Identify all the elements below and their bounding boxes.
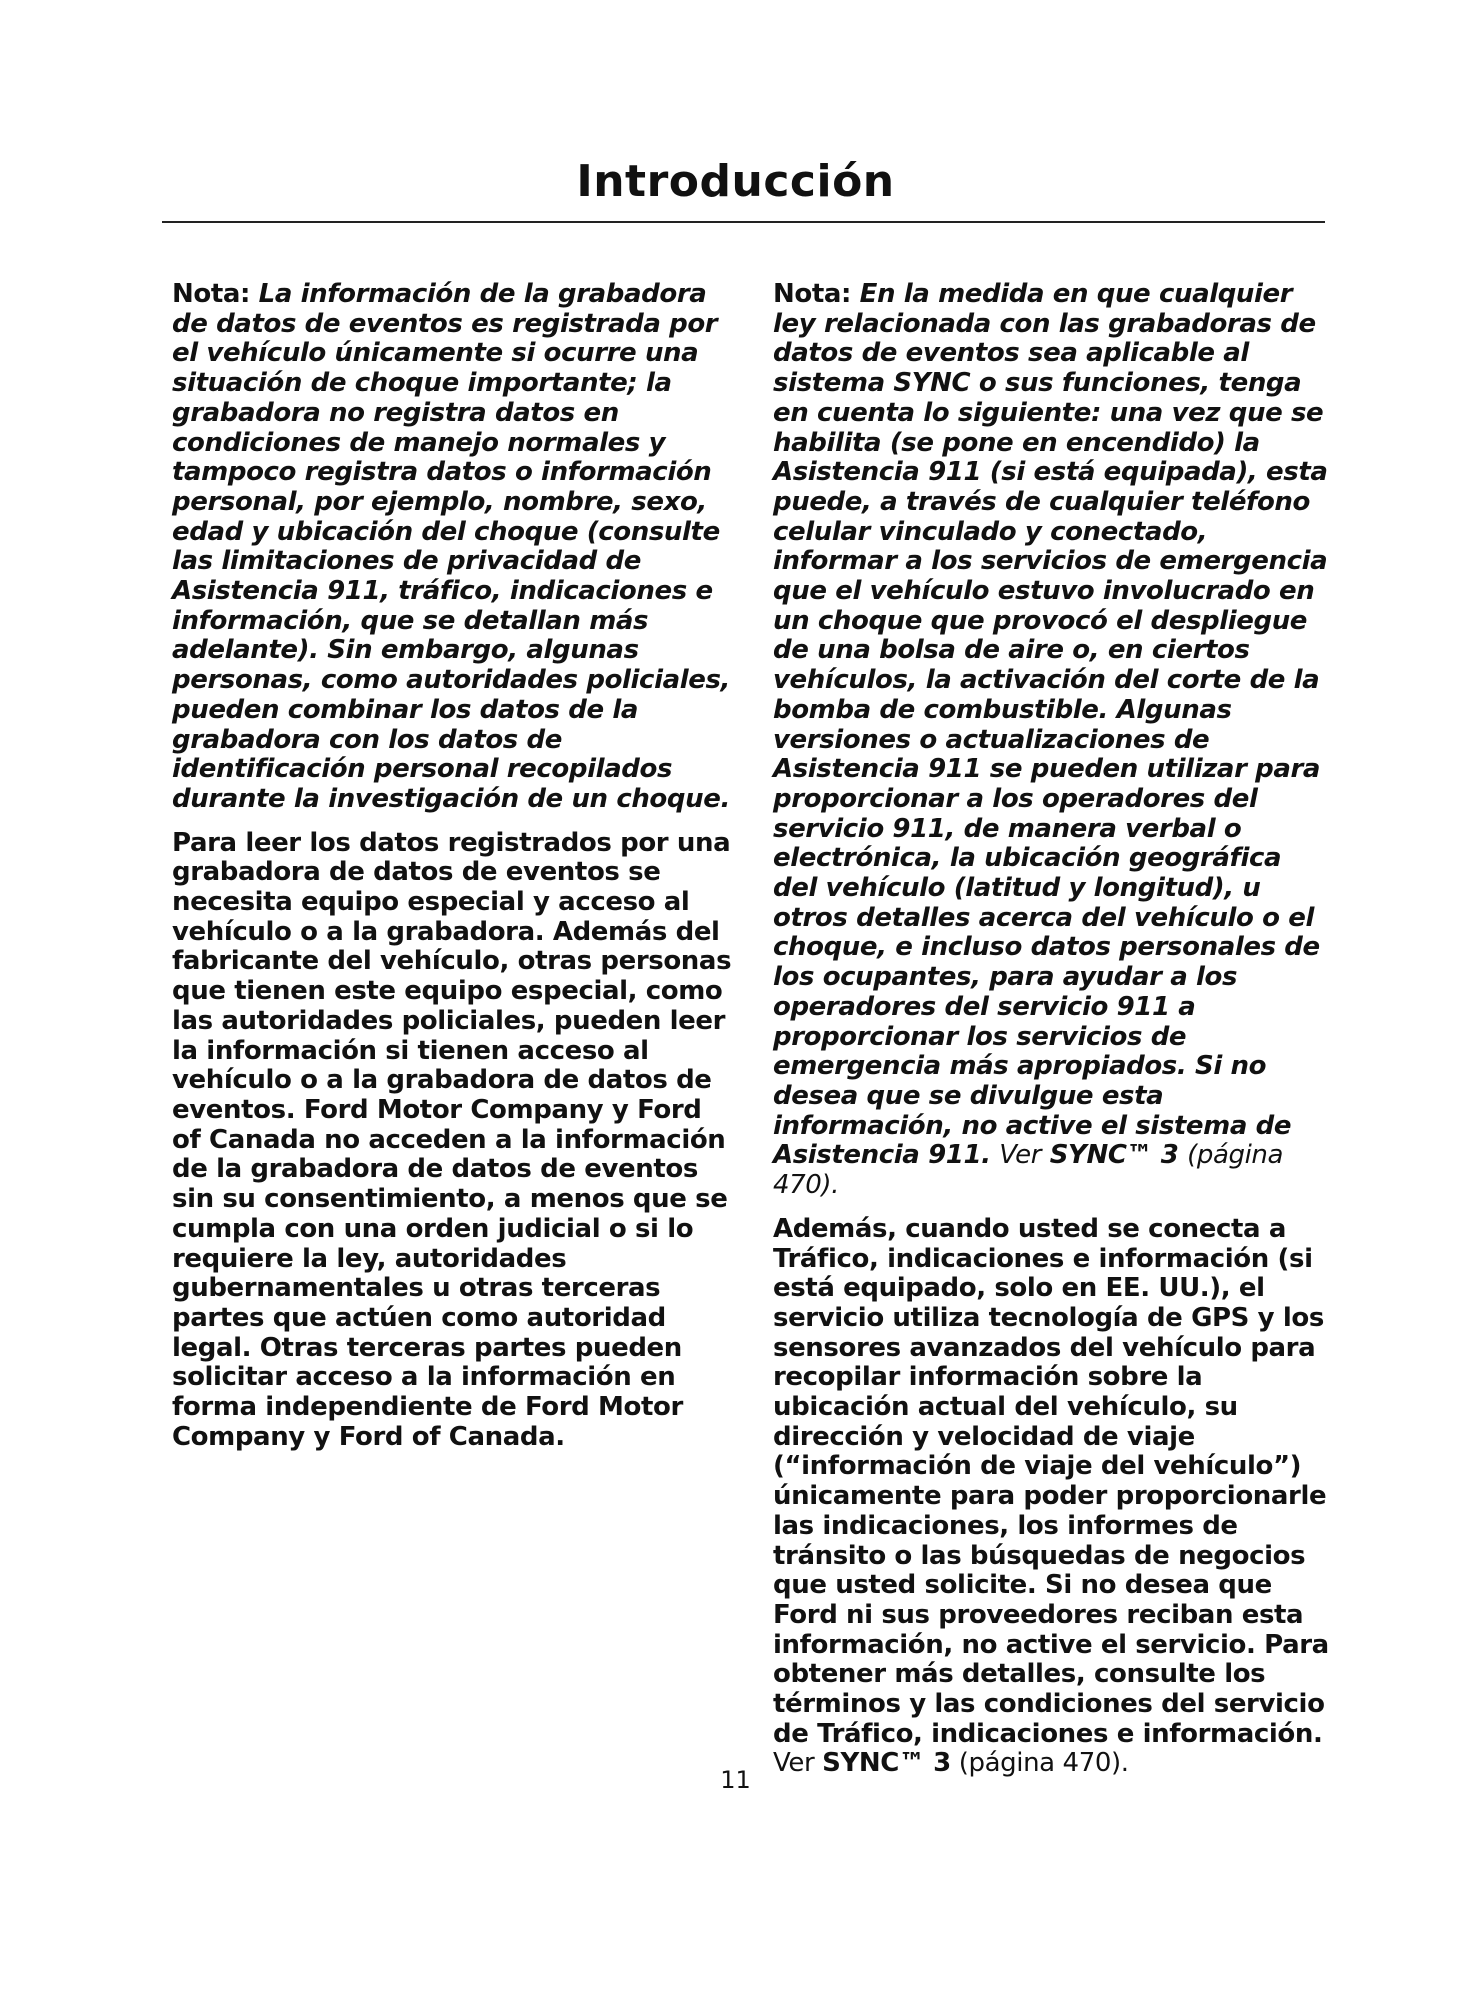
left-column (172, 280, 732, 1466)
page-title: Introducción (576, 156, 895, 207)
right-traffic-text: Además, cuando usted se conecta a Tráfico, indicaciones e información (si está equipado, solo en EE. UU.), el servicio utiliza tecnología de GPS y los sensores avanzados del vehículo para recopilar información sobre la ubicación actual del vehículo, su dirección y velocidad de viaje (“información de viaje del vehículo”) únicamente para poder proporcionarle las indicaciones, los informes de tránsito o las búsquedas de negocios que usted solicite. Si no desea que Ford ni sus proveedores reciban esta información, no active el servicio. Para obtener más detalles, consulte los términos y las condiciones del servicio de Tráfico, indicaciones e información. (773, 1213, 1329, 1749)
right-traffic-paragraph (773, 1215, 1333, 1779)
left-note-label: Nota: (172, 279, 250, 309)
right-traffic-ref-prefix: Ver (773, 1748, 815, 1779)
right-note-paragraph (773, 280, 1333, 1201)
left-edr-access-paragraph: Para leer los datos registrados por una grabadora de datos de eventos se necesita equipo especial y acceso al vehículo o a la grabadora. Además del fabricante del vehículo, otras personas que tienen este equipo especial, como las autoridades policiales, pueden leer la información si tienen acceso al vehículo o a la grabadora de datos de eventos. Ford Motor Company y Ford of Canada no acceden a la información de la grabadora de datos de eventos sin su consentimiento, a menos que se cumpla con una orden judicial o si lo requiere la ley, autoridades gubernamentales u otras terceras partes que actúen como autoridad legal. Otras terceras partes pueden solicitar acceso a la información en forma independiente de Ford Motor Company y Ford of Canada. (172, 827, 732, 1452)
right-note-label: Nota: (773, 279, 851, 309)
right-traffic-ref-link[interactable]: SYNC™ 3 (822, 1748, 951, 1779)
right-note-ref-page: (página 470). (773, 1140, 1284, 1201)
right-column (773, 280, 1333, 1793)
title-divider (162, 221, 1325, 223)
right-note-text: En la medida en que cualquier ley relacionada con las grabadoras de datos de eventos sea aplicable al sistema SYNC o sus funciones, tenga en cuenta lo siguiente: una vez que se habilita (se pone en encendido) la Asistencia 911 (si está equipada), esta puede, a través de cualquier teléfono celular vinculado y conectado, informar a los servicios de emergencia que el vehículo estuvo involucrado en un choque que provocó el despliegue de una bolsa de aire o, en ciertos vehículos, la activación del corte de la bomba de combustible. Algunas versiones o actualizaciones de Asistencia 911 se pueden utilizar para proporcionar a los operadores del servicio 911, de manera verbal o electrónica, la ubicación geográfica del vehículo (latitud y longitud), u otros detalles acerca del vehículo o el choque, e incluso datos personales de los ocupantes, para ayudar a los operadores del servicio 911 a proporcionar los servicios de emergencia más apropiados. Si no desea que se divulgue esta información, no active el sistema de Asistencia 911. (773, 279, 1328, 1171)
right-note-ref-link[interactable]: SYNC™ 3 (1049, 1140, 1179, 1171)
left-note-text: La información de la grabadora de datos de eventos es registrada por el vehículo únicamente si ocurre una situación de choque importante; la grabadora no registra datos en condiciones de manejo normales y tampoco registra datos o información personal, por ejemplo, nombre, sexo, edad y ubicación del choque (consulte las limitaciones de privacidad de Asistencia 911, tráfico, indicaciones e información, que se detallan más adelante). Sin embargo, algunas personas, como autoridades policiales, pueden combinar los datos de la grabadora con los datos de identificación personal recopilados durante la investigación de un choque. (172, 279, 731, 814)
right-traffic-ref-page: (página 470). (958, 1748, 1129, 1779)
right-note-ref-prefix: Ver (999, 1140, 1042, 1171)
page-number: 11 (720, 1766, 751, 1794)
left-note-paragraph (172, 280, 732, 815)
